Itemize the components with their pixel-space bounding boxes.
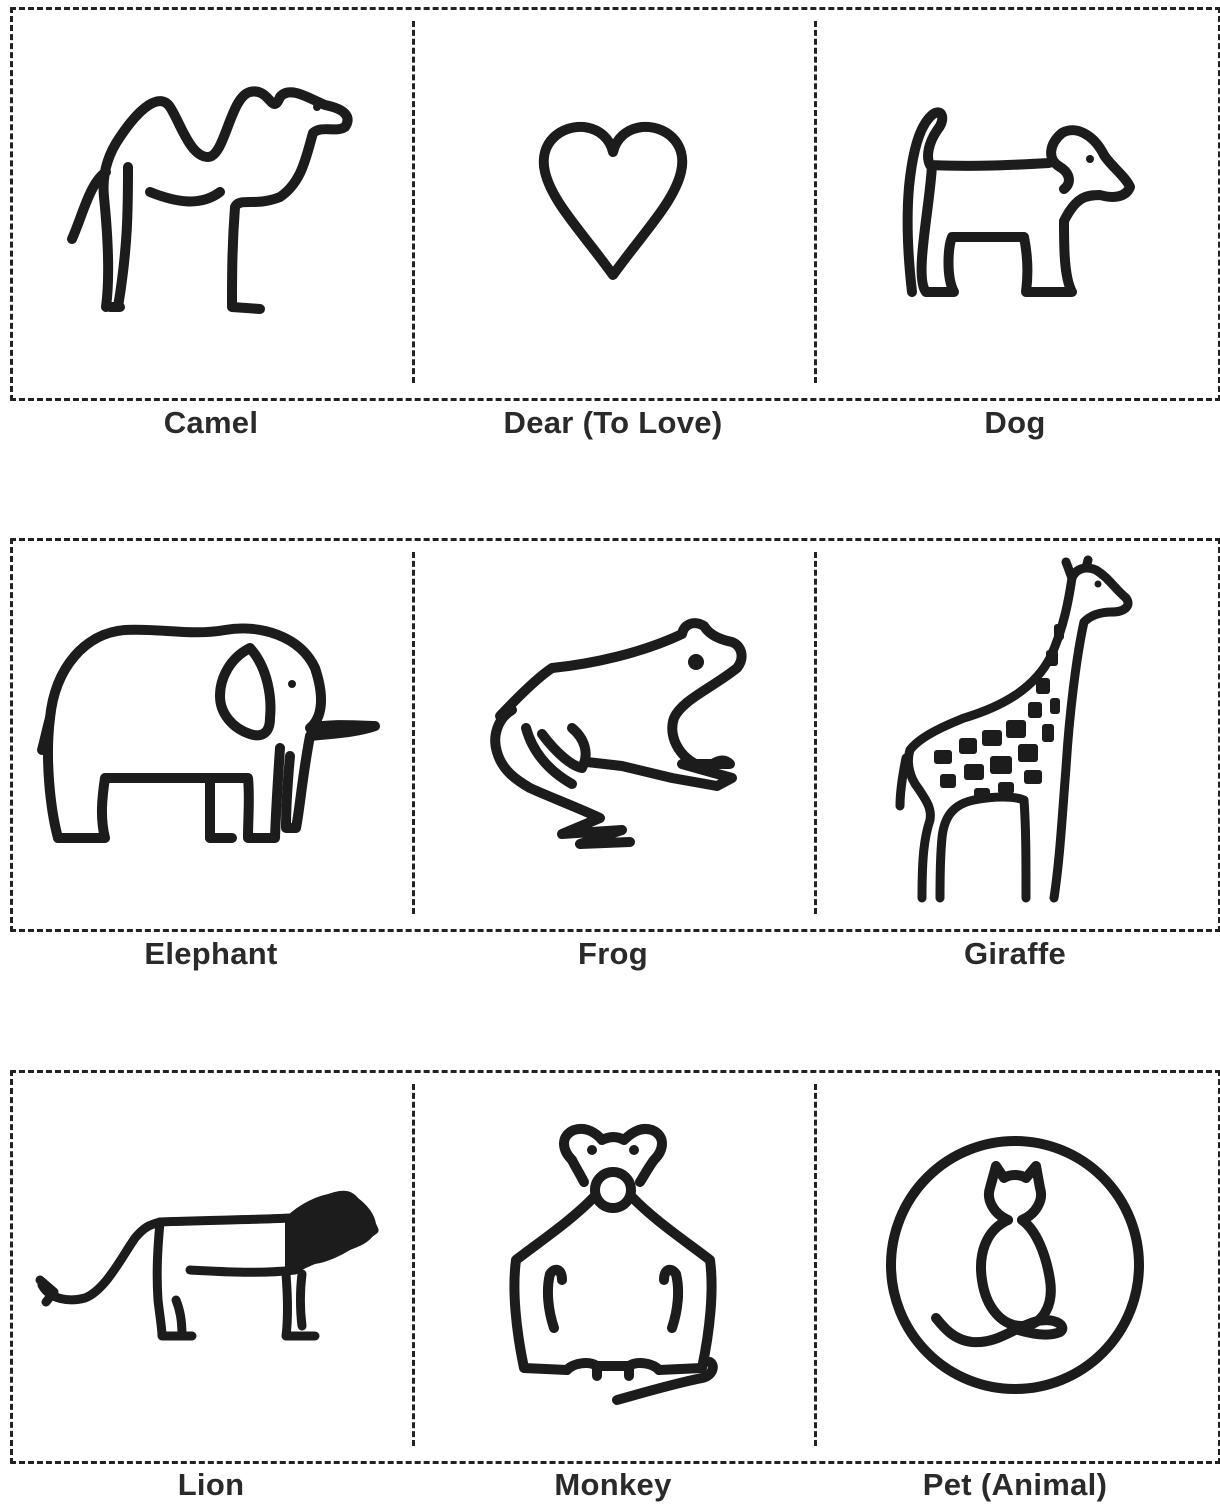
card-heart [412, 7, 814, 397]
card-label: Dog [984, 405, 1046, 440]
card-row [10, 538, 1217, 971]
card-frog [412, 538, 814, 928]
monkey-icon [412, 1070, 814, 1460]
card-label: Camel [163, 405, 259, 440]
elephant-icon [10, 538, 412, 928]
card-label: Monkey [554, 1467, 672, 1502]
frog-icon [412, 538, 814, 928]
heart-icon [412, 7, 814, 397]
card-row [10, 1070, 1217, 1502]
card-giraffe [814, 538, 1216, 928]
card-lion [10, 1070, 412, 1460]
card-label: Frog [577, 936, 649, 971]
card-label: Pet (Animal) [922, 1467, 1108, 1502]
card-label: Dear (To Love) [503, 405, 723, 440]
lion-icon [10, 1070, 412, 1460]
card-elephant [10, 538, 412, 928]
camel-icon [10, 7, 412, 397]
card-label: Lion [177, 1467, 245, 1502]
card-row [10, 7, 1217, 440]
pet-cat-icon [814, 1070, 1216, 1460]
card-monkey [412, 1070, 814, 1460]
dog-icon [814, 7, 1216, 397]
card-pet [814, 1070, 1216, 1460]
giraffe-icon [814, 538, 1216, 928]
card-camel [10, 7, 412, 397]
card-label: Giraffe [963, 936, 1067, 971]
card-dog [814, 7, 1216, 397]
card-label: Elephant [144, 936, 278, 971]
